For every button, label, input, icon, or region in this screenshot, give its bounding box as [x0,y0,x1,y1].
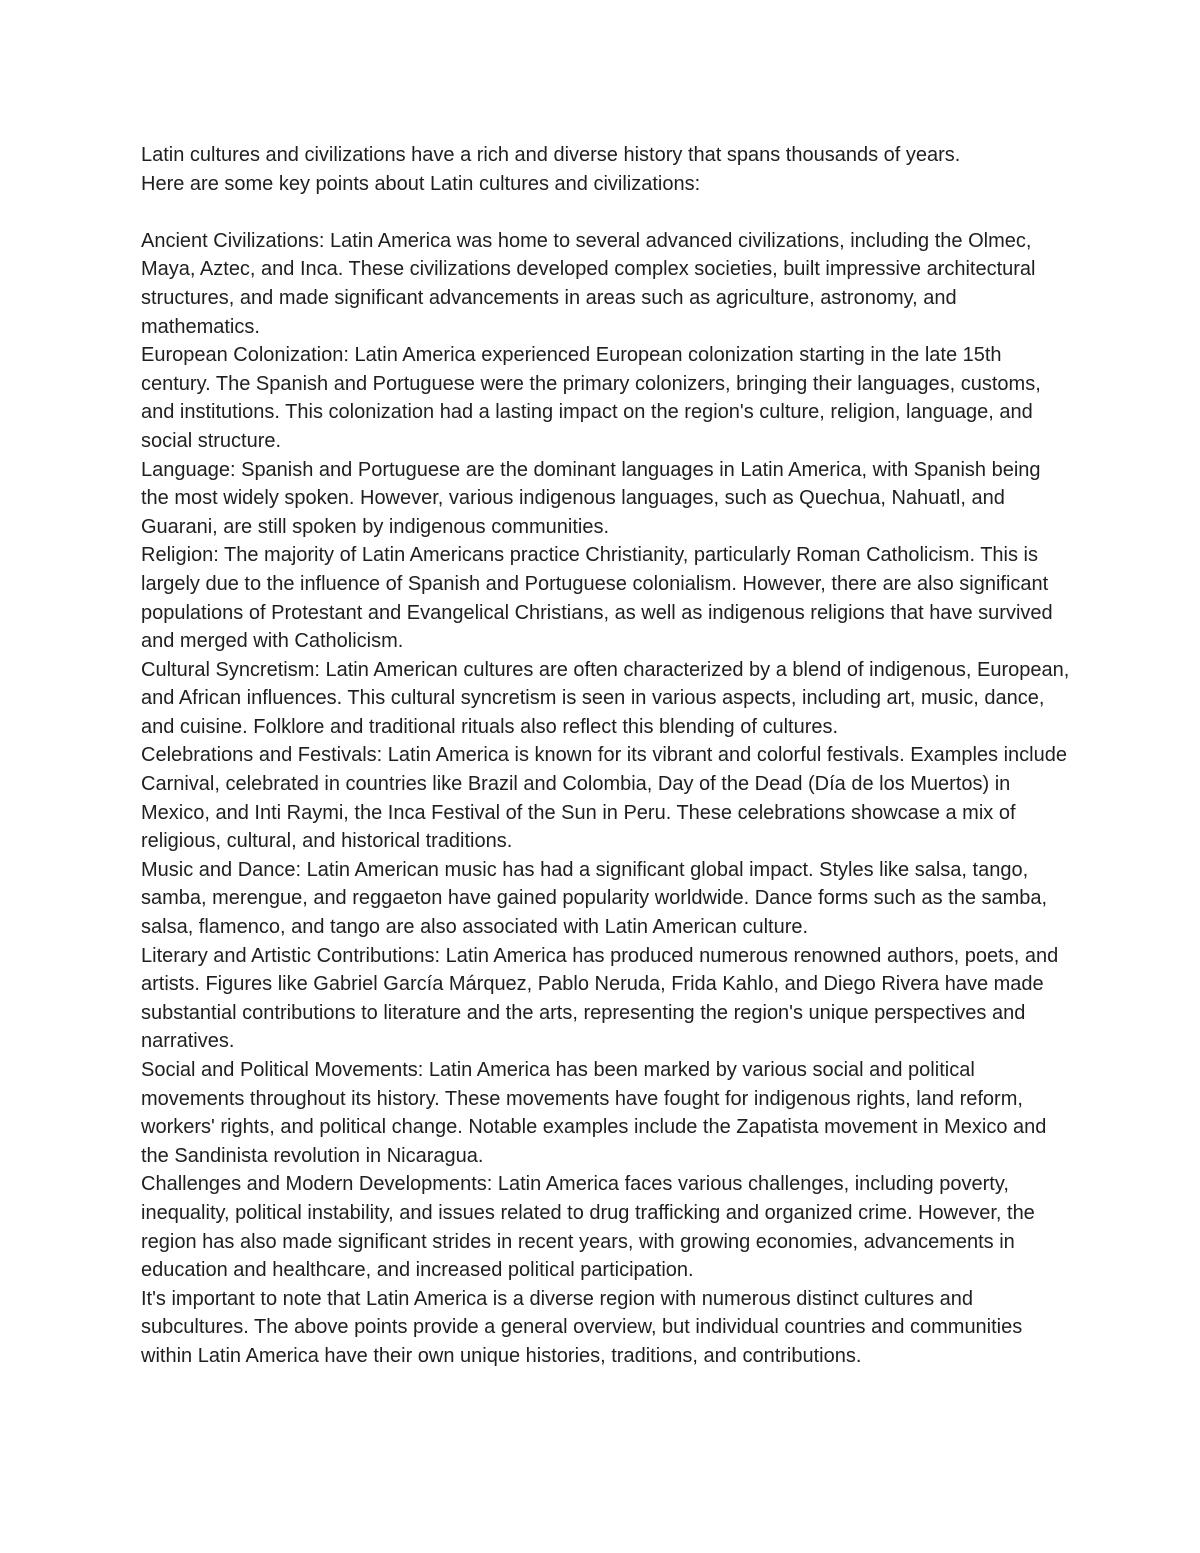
paragraph-music-dance: Music and Dance: Latin American music has had a significant global impact. Styles like salsa, tango, samba, merengue, and reggaeton have gained popularity worldwide. Dance forms such as the samba, salsa, flamenco, and tango are also associated with Latin American culture. [141,858,1048,939]
paragraph-language: Language: Spanish and Portuguese are the dominant languages in Latin America, with Spanish being the most widely spoken. However, various indigenous languages, such as Quechua, Nahuatl, and Guarani, are still spoken by indigenous communities. [141,458,1041,538]
paragraph-literary-artistic: Literary and Artistic Contributions: Latin America has produced numerous renowned authors, poets, and artists. Figures like Gabriel García Márquez, Pablo Neruda, Frida Kahlo, and Diego Rivera have made substantial contributions to literature and the arts, representing the region's unique perspectives and narratives. [141,944,1059,1053]
document-page [141,141,1071,1371]
paragraph-religion: Religion: The majority of Latin Americans practice Christianity, particularly Roman Catholicism. This is largely due to the influence of Spanish and Portuguese colonialism. However, there are also significant populations of Protestant and Evangelical Christians, as well as indigenous religions that have survived and merged with Catholicism. [141,544,1053,653]
paragraph-ancient-civilizations: Ancient Civilizations: Latin America was home to several advanced civilizations, including the Olmec, Maya, Aztec, and Inca. These civilizations developed complex societies, built impressive architectural structures, and made significant advancements in areas such as agriculture, astronomy, and mathematics. [141,229,1036,338]
paragraph-european-colonization: European Colonization: Latin America experienced European colonization starting in the late 15th century. The Spanish and Portuguese were the primary colonizers, bringing their languages, customs, and institutions. This colonization had a lasting impact on the region's culture, religion, language, and social structure. [141,344,1041,452]
intro-line-2: Here are some key points about Latin cultures and civilizations: [141,172,701,195]
paragraph-spacer [141,198,1071,227]
paragraph-celebrations-festivals: Celebrations and Festivals: Latin America is known for its vibrant and colorful festivals. Examples include Carnival, celebrated in countries like Brazil and Colombia, Day of the Dead (Día de los Muertos) in Mexico, and Inti Raymi, the Inca Festival of the Sun in Peru. These celebrations showcase a mix of religious, cultural, and historical traditions. [141,744,1067,853]
paragraph-conclusion: It's important to note that Latin America is a diverse region with numerous distinct cultures and subcultures. The above points provide a general overview, but individual countries and communities within Latin America have their own unique histories, traditions, and contributions. [141,1287,1023,1367]
paragraph-cultural-syncretism: Cultural Syncretism: Latin American cultures are often characterized by a blend of indigenous, European, and African influences. This cultural syncretism is seen in various aspects, including art, music, dance, and cuisine. Folklore and traditional rituals also reflect this blending of cultures. [141,658,1070,738]
paragraph-challenges-modern: Challenges and Modern Developments: Latin America faces various challenges, including poverty, inequality, political instability, and issues related to drug trafficking and organized crime. However, the region has also made significant strides in recent years, with growing economies, advancements in education and healthcare, and increased political participation. [141,1173,1035,1282]
paragraph-social-political: Social and Political Movements: Latin America has been marked by various social and political movements throughout its history. These movements have fought for indigenous rights, land reform, workers' rights, and political change. Notable examples include the Zapatista movement in Mexico and the Sandinista revolution in Nicaragua. [141,1059,1047,1167]
intro-line-1: Latin cultures and civilizations have a rich and diverse history that spans thousands of years. [141,144,961,166]
